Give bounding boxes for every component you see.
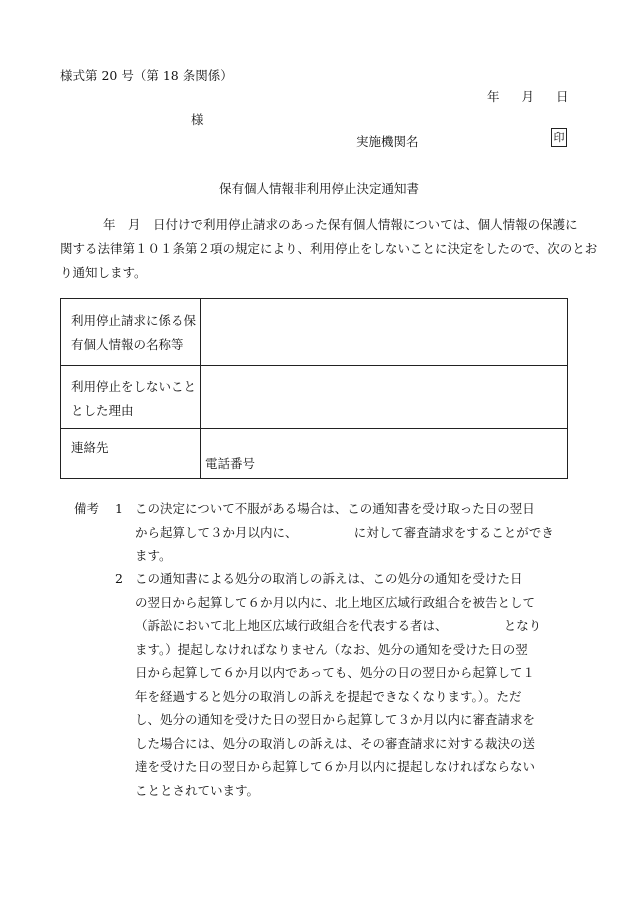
notes-heading: 備考 [74,501,100,516]
seal-box: 印 [551,128,567,147]
recipient-honorific: 様 [191,112,204,127]
date-day-label: 日 [556,89,569,104]
table-row-info-name [61,299,567,366]
intro-line-2: 関する法律第１０１条第２項の規定により、利用停止をしないことに決定をしたので、次のとお [60,241,598,256]
phone-number-label: 電話番号 [205,456,256,471]
note-number: 1 [115,501,123,516]
intro-line-3: り通知します。 [60,265,147,280]
row-label-reason: 利用停止をしないこと とした理由 [61,365,201,428]
date-month-label: 月 [521,89,535,104]
row-label-info-name: 利用停止請求に係る保 有個人情報の名称等 [61,299,201,365]
date-line [487,87,569,105]
note-number: 2 [115,571,123,586]
document-title: 保有個人情報非利用停止決定通知書 [219,181,420,196]
row-label-contact: 連絡先 [61,428,201,478]
intro-paragraph [60,213,598,285]
table-row-reason [61,365,567,429]
agency-name-label: 実施機関名 [356,134,419,149]
intro-line-1: 年 月 日付けで利用停止請求のあった保有個人情報については、個人情報の保護に [103,217,578,232]
info-table [60,298,568,479]
table-row-contact [61,428,567,478]
note-text: この通知書による処分の取消しの訴えは、この処分の通知を受けた日 の翌日から起算して６か月以内に、北上地区広域行政組合を被告として （訴訟において北上地区広域行政組合を代表する者は、 となり ます。）提起しなければなりません（なお、処分の通知を受けた日の翌 日から起算して６か月以内であっても、処分の日の翌日から起算して１ 年を経過すると処分の取消しの訴えを提起できなくなります。）。ただ し、処分の通知を受けた日の翌日から起算して３か月以内に審査請求を した場合には、処分の取消しの訴えは、その審査請求に対する裁決の送 達を受けた日の翌日から起算して６か月以内に提起しなければならない こととされています。 [135,571,542,798]
row-value-reason[interactable] [201,365,567,428]
row-value-contact[interactable] [201,428,567,478]
note-text: この決定について不服がある場合は、この通知書を受け取った日の翌日 から起算して３か月以内に、 に対して審査請求をすることができ ます。 [135,501,554,563]
row-value-info-name[interactable] [201,299,567,365]
date-year-label: 年 [487,89,500,104]
form-number: 様式第 20 号（第 18 条関係） [60,68,233,83]
